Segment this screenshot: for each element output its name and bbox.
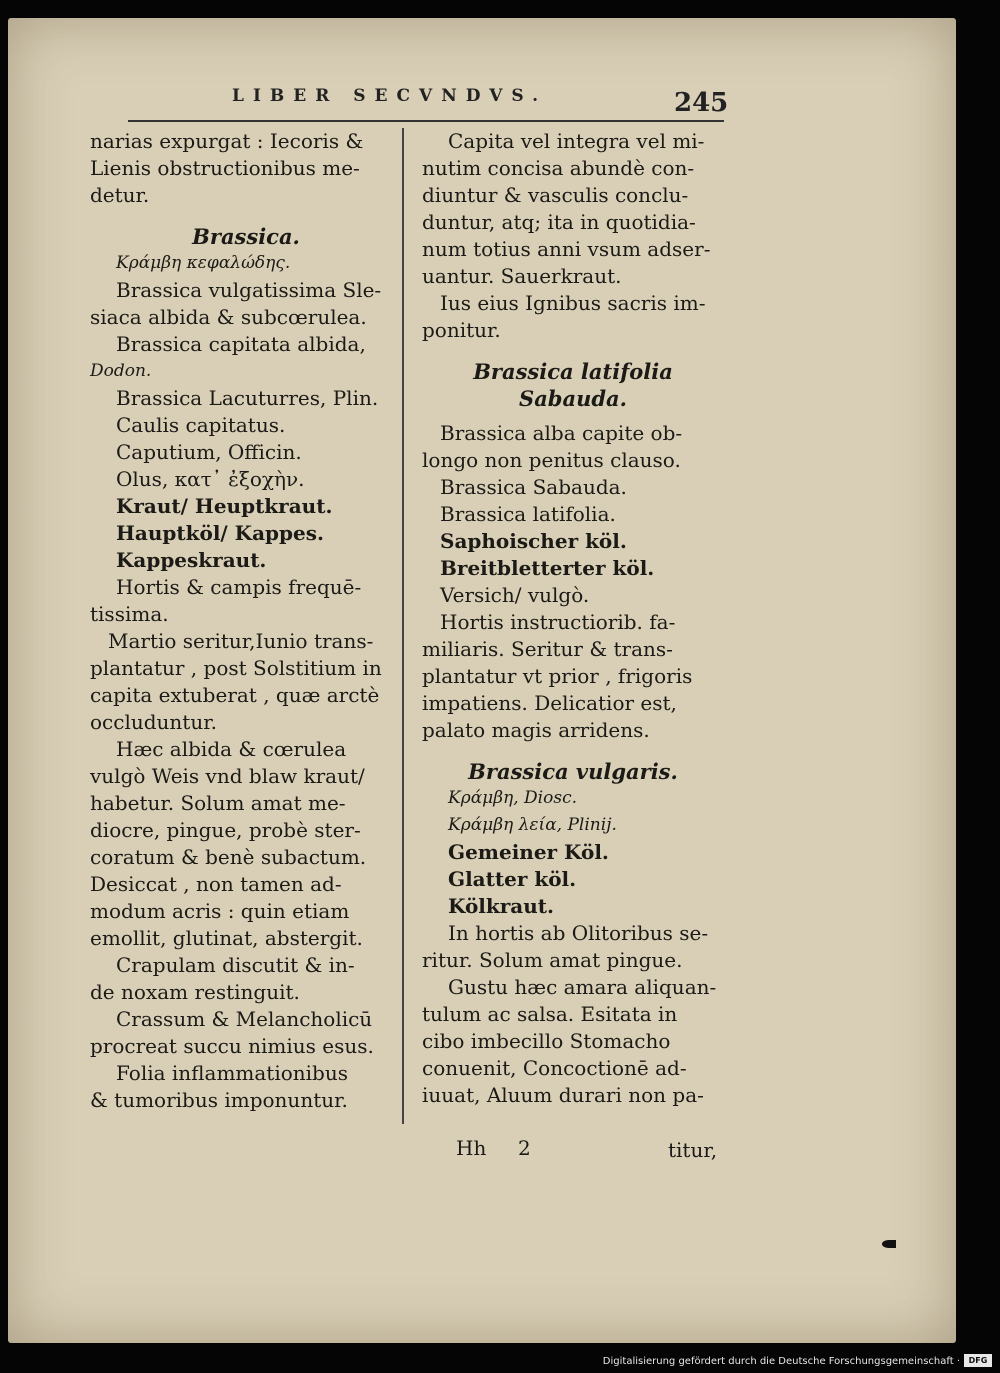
text-line: Kölkraut. — [448, 894, 554, 918]
text-line: modum acris : quin etiam — [90, 899, 350, 923]
text-line: Gemeiner Köl. — [448, 840, 609, 864]
section-heading: Brassica. — [192, 224, 300, 249]
text-line: Glatter köl. — [448, 867, 577, 891]
text-line: Κράμβη, Diosc. — [448, 788, 577, 808]
text-line: Dodon. — [90, 361, 152, 381]
footer-credit: Digitalisierung gefördert durch die Deutsche Forschungsgemeinschaft · — [602, 1356, 960, 1367]
text-line: plantatur vt prior , frigoris — [422, 664, 693, 688]
catchword: titur, — [668, 1138, 718, 1162]
text-line: emollit, glutinat, abstergit. — [90, 926, 363, 950]
text-line: habetur. Solum amat me- — [90, 791, 346, 815]
text-line: conuenit, Concoctionē ad- — [422, 1056, 687, 1080]
right-column — [422, 128, 724, 1109]
text-line: Ius eius Ignibus sacris im- — [440, 291, 706, 315]
text-line: nutim concisa abundè con- — [422, 156, 695, 180]
text-line: Breitbletterter köl. — [440, 556, 655, 580]
text-line: de noxam restinguit. — [90, 980, 300, 1004]
text-line: & tumoribus imponuntur. — [90, 1088, 348, 1112]
text-line: Brassica latifolia. — [440, 502, 616, 526]
text-line: Crapulam discutit & in- — [116, 953, 355, 977]
text-line: Lienis obstructionibus me- — [90, 156, 360, 180]
text-line: capita extuberat , quæ arctè — [90, 683, 380, 707]
text-line: Hortis instructiorib. fa- — [440, 610, 676, 634]
text-line: Κράμβη κεφαλώδης. — [116, 253, 291, 273]
page-number: 245 — [674, 88, 729, 118]
text-line: Brassica vulgatissima Sle- — [116, 278, 382, 302]
text-line: Caulis capitatus. — [116, 413, 286, 437]
running-head: LIBER SECVNDVS. — [232, 86, 547, 106]
text-line: duntur, atq; ita in quotidia- — [422, 210, 696, 234]
spacer — [422, 344, 724, 358]
text-line: palato magis arridens. — [422, 718, 650, 742]
spacer — [90, 209, 402, 223]
text-line: Folia inflammationibus — [116, 1061, 348, 1085]
text-line: Olus, κατ᾽ ἐξοχὴν. — [116, 467, 305, 491]
text-line: Caputium, Officin. — [116, 440, 302, 464]
text-line: cibo imbecillo Stomacho — [422, 1029, 671, 1053]
dfg-logo: DFG — [964, 1354, 992, 1367]
text-line: Versich/ vulgò. — [440, 583, 590, 607]
text-line: Kraut/ Heuptkraut. — [116, 494, 333, 518]
section-heading: Sabauda. — [519, 386, 627, 411]
spacer — [422, 412, 724, 420]
text-line: siaca albida & subcœrulea. — [90, 305, 367, 329]
section-heading: Brassica latifolia — [473, 359, 673, 384]
text-line: Gustu hæc amara aliquan- — [448, 975, 717, 999]
spacer — [422, 744, 724, 758]
text-line: Brassica Sabauda. — [440, 475, 627, 499]
text-line: Brassica Lacuturres, Plin. — [116, 386, 379, 410]
text-line: occluduntur. — [90, 710, 217, 734]
header-rule — [128, 120, 724, 122]
text-line: detur. — [90, 183, 150, 207]
text-line: Κράμβη λεία, Plinij. — [448, 815, 617, 835]
text-line: Brassica alba capite ob- — [440, 421, 683, 445]
text-line: coratum & benè subactum. — [90, 845, 367, 869]
text-line: Saphoischer köl. — [440, 529, 627, 553]
text-line: In hortis ab Olitoribus se- — [448, 921, 709, 945]
signature-number: 2 — [518, 1136, 531, 1160]
text-line: diuntur & vasculis conclu- — [422, 183, 689, 207]
text-line: Martio seritur,Iunio trans- — [108, 629, 374, 653]
text-line: procreat succu nimius esus. — [90, 1034, 374, 1058]
text-line: Hauptköl/ Kappes. — [116, 521, 324, 545]
text-line: Hortis & campis frequē- — [116, 575, 362, 599]
text-line: Hæc albida & cœrulea — [116, 737, 347, 761]
left-column — [90, 128, 402, 1114]
ink-mark-icon — [882, 1240, 896, 1248]
text-line: plantatur , post Solstitium in — [90, 656, 382, 680]
text-line: uantur. Sauerkraut. — [422, 264, 622, 288]
text-line: ponitur. — [422, 318, 501, 342]
text-line: Kappeskraut. — [116, 548, 267, 572]
text-line: Brassica capitata albida, — [116, 332, 366, 356]
text-line: Crassum & Melancholicū — [116, 1007, 373, 1031]
text-line: iuuat, Aluum durari non pa- — [422, 1083, 704, 1107]
text-line: num totius anni vsum adser- — [422, 237, 711, 261]
section-heading: Brassica vulgaris. — [468, 759, 678, 784]
text-line: miliaris. Seritur & trans- — [422, 637, 673, 661]
text-line: tissima. — [90, 602, 169, 626]
text-line: impatiens. Delicatior est, — [422, 691, 677, 715]
text-line: ritur. Solum amat pingue. — [422, 948, 683, 972]
text-line: longo non penitus clauso. — [422, 448, 681, 472]
signature-mark: Hh — [456, 1136, 487, 1160]
text-line: Desiccat , non tamen ad- — [90, 872, 342, 896]
text-line: narias expurgat : Iecoris & — [90, 129, 364, 153]
text-line: diocre, pingue, probè ster- — [90, 818, 361, 842]
column-rule — [402, 128, 404, 1124]
text-line: Capita vel integra vel mi- — [448, 129, 705, 153]
text-line: vulgò Weis vnd blaw kraut/ — [90, 764, 365, 788]
text-line: tulum ac salsa. Esitata in — [422, 1002, 678, 1026]
